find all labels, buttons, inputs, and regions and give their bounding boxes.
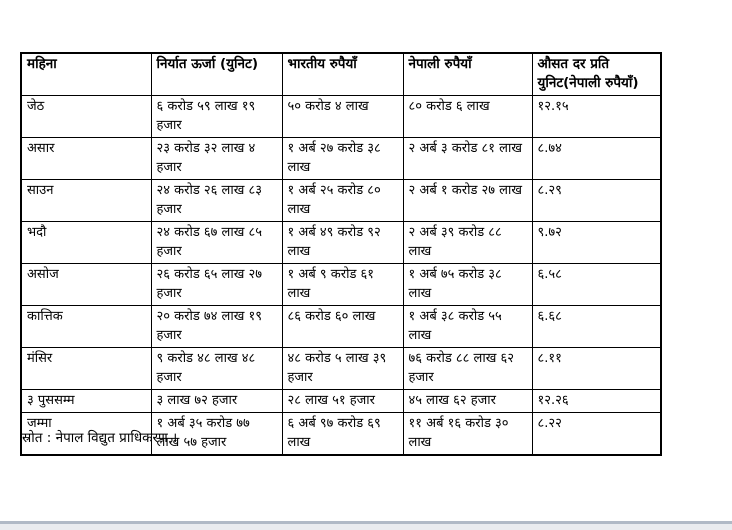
row-label-cell: असार (21, 138, 151, 180)
export-energy-table (20, 52, 662, 456)
table-cell: ६.५८ (532, 264, 661, 306)
row-label-cell: साउन (21, 180, 151, 222)
table-cell: २३ करोड ३२ लाख ४ हजार (151, 138, 282, 180)
table-cell: २६ करोड ६५ लाख २७ हजार (151, 264, 282, 306)
row-label-cell: असोज (21, 264, 151, 306)
table-cell: ८.७४ (532, 138, 661, 180)
row-label-cell: भदौ (21, 222, 151, 264)
column-header-month: महिना (21, 53, 151, 96)
table-cell: १ अर्ब ४९ करोड ९२ लाख (282, 222, 403, 264)
row-label-cell: कात्तिक (21, 306, 151, 348)
table-cell: २० करोड ७४ लाख १९ हजार (151, 306, 282, 348)
table-header-row (21, 53, 661, 96)
table-cell: ९ करोड ४८ लाख ४८ हजार (151, 348, 282, 390)
table-cell: २४ करोड २६ लाख ८३ हजार (151, 180, 282, 222)
table-row (21, 138, 661, 180)
table-cell: ७६ करोड ८८ लाख ६२ हजार (403, 348, 532, 390)
table-cell: ३ लाख ७२ हजार (151, 390, 282, 413)
source-note: स्रोत : नेपाल विद्युत प्राधिकरण । (22, 430, 178, 446)
row-label-cell: जेठ (21, 96, 151, 138)
table-cell: ४५ लाख ६२ हजार (403, 390, 532, 413)
table-cell: २ अर्ब ३९ करोड ८८ लाख (403, 222, 532, 264)
table-cell: १ अर्ब ३५ करोड ७७ लाख ५७ हजार (151, 413, 282, 456)
table-row (21, 264, 661, 306)
table-cell: १ अर्ब ९ करोड ६१ लाख (282, 264, 403, 306)
table-cell: ८.२२ (532, 413, 661, 456)
table-cell: ८.२९ (532, 180, 661, 222)
table-cell: १ अर्ब ७५ करोड ३८ लाख (403, 264, 532, 306)
column-header-average-rate-per-unit: औसत दर प्रति युनिट(नेपाली रुपैयाँ) (532, 53, 661, 96)
column-header-indian-rupees: भारतीय रुपैयाँ (282, 53, 403, 96)
table-cell: ८६ करोड ६० लाख (282, 306, 403, 348)
table-cell: २ अर्ब ३ करोड ८१ लाख (403, 138, 532, 180)
column-header-exported-energy-units: निर्यात ऊर्जा (युनिट) (151, 53, 282, 96)
table-cell: ११ अर्ब १६ करोड ३० लाख (403, 413, 532, 456)
table-cell: २८ लाख ५१ हजार (282, 390, 403, 413)
table-cell: ६ करोड ५९ लाख १९ हजार (151, 96, 282, 138)
table-cell: ५० करोड ४ लाख (282, 96, 403, 138)
table-cell: ८० करोड ६ लाख (403, 96, 532, 138)
table-cell: २ अर्ब १ करोड २७ लाख (403, 180, 532, 222)
table-cell: ८.११ (532, 348, 661, 390)
table-cell: १ अर्ब २५ करोड ८० लाख (282, 180, 403, 222)
table-row (21, 306, 661, 348)
table-row (21, 348, 661, 390)
horizontal-scrollbar-track[interactable] (0, 521, 732, 530)
table-cell: ९.७२ (532, 222, 661, 264)
table-cell: ६ अर्ब ९७ करोड ६९ लाख (282, 413, 403, 456)
table-row (21, 180, 661, 222)
table-row (21, 222, 661, 264)
table-cell: २४ करोड ६७ लाख ८५ हजार (151, 222, 282, 264)
column-header-nepali-rupees: नेपाली रुपैयाँ (403, 53, 532, 96)
table-cell: १ अर्ब २७ करोड ३८ लाख (282, 138, 403, 180)
table-cell: ६.६८ (532, 306, 661, 348)
row-label-cell: मंसिर (21, 348, 151, 390)
table-cell: ४८ करोड ५ लाख ३९ हजार (282, 348, 403, 390)
table-cell: १२.२६ (532, 390, 661, 413)
table-cell: १ अर्ब ३८ करोड ५५ लाख (403, 306, 532, 348)
row-label-cell: जम्मा (21, 413, 151, 456)
table-row (21, 390, 661, 413)
table-row (21, 96, 661, 138)
row-label-cell: ३ पुससम्म (21, 390, 151, 413)
table-cell: १२.१५ (532, 96, 661, 138)
